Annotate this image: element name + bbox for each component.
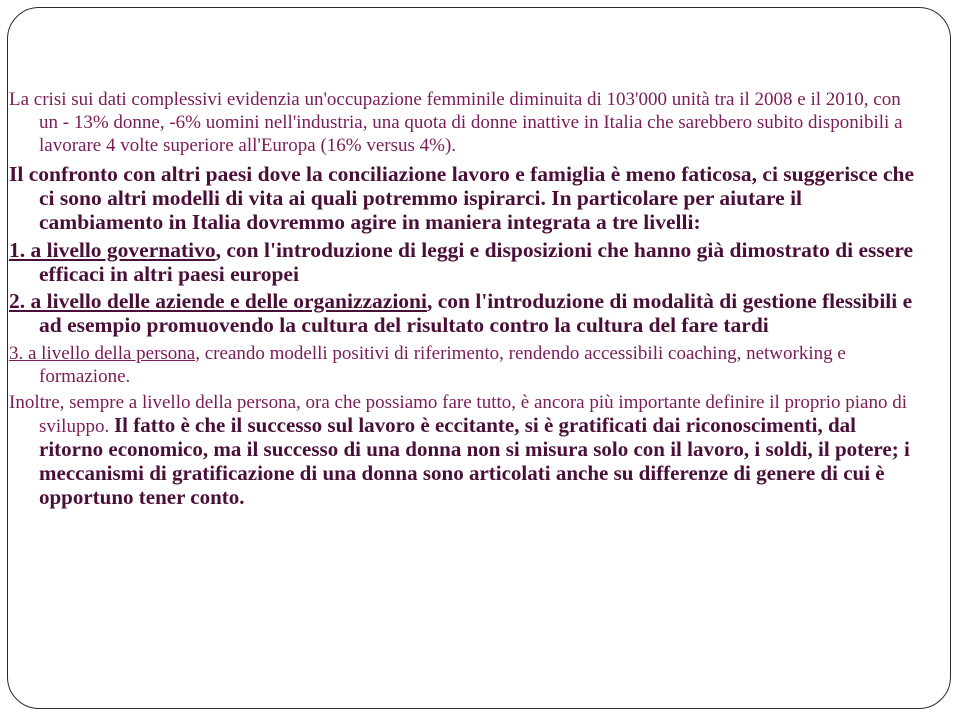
level-government-text: , con l'introduzione di leggi e disposizioni che hanno già dimostrato di essere efficaci in altri paesi europei — [39, 238, 914, 286]
level-companies-text: , con l'introduzione di modalità di gestione flessibili e ad esempio promuovendo la cultura del risultato contro la cultura del fare tardi — [39, 289, 913, 337]
paragraph-conclusion — [9, 391, 919, 510]
slide-body — [9, 88, 919, 510]
paragraph-level-government — [9, 238, 919, 286]
level-companies-heading: 2. a livello delle aziende e delle organizzazioni — [9, 289, 427, 313]
paragraph-comparison: Il confronto con altri paesi dove la conciliazione lavoro e famiglia è meno faticosa, ci suggerisce che ci sono altri modelli di vita ai quali potremmo ispirarci. In particolare per aiutare il cambiamento in Italia dovremmo agire in maniera integrata a tre livelli: — [9, 162, 915, 234]
paragraph-level-person — [9, 342, 919, 388]
paragraph-crisis-data: La crisi sui dati complessivi evidenzia un'occupazione femminile diminuita di 103'000 unità tra il 2008 e il 2010, con un - 13% donne, -6% uomini nell'industria, una quota di donne inattive in Italia che sarebbero subito disponibili a lavorare 4 volte superiore all'Europa (16% versus 4%). — [9, 89, 903, 156]
conclusion-lead-text: Inoltre, sempre a livello della persona, ora che possiamo fare tutto, è ancora più importante definire il proprio piano di sviluppo. — [9, 392, 907, 437]
level-person-text: , creando modelli positivi di riferimento, rendendo accessibili coaching, networking e formazione. — [39, 343, 846, 387]
conclusion-bold-text: Il fatto è che il successo sul lavoro è eccitante, si è gratificati dai riconoscimenti, dal ritorno economico, ma il successo di una donna non si misura solo con il lavoro, i soldi, il potere; i meccanismi di gratificazione di una donna sono articolati anche su differenze di genere di cui è opportuno tener conto. — [39, 413, 910, 509]
level-person-heading: 3. a livello della persona — [9, 343, 196, 364]
paragraph-level-companies — [9, 289, 919, 337]
level-government-heading: 1. a livello governativo — [9, 238, 216, 262]
